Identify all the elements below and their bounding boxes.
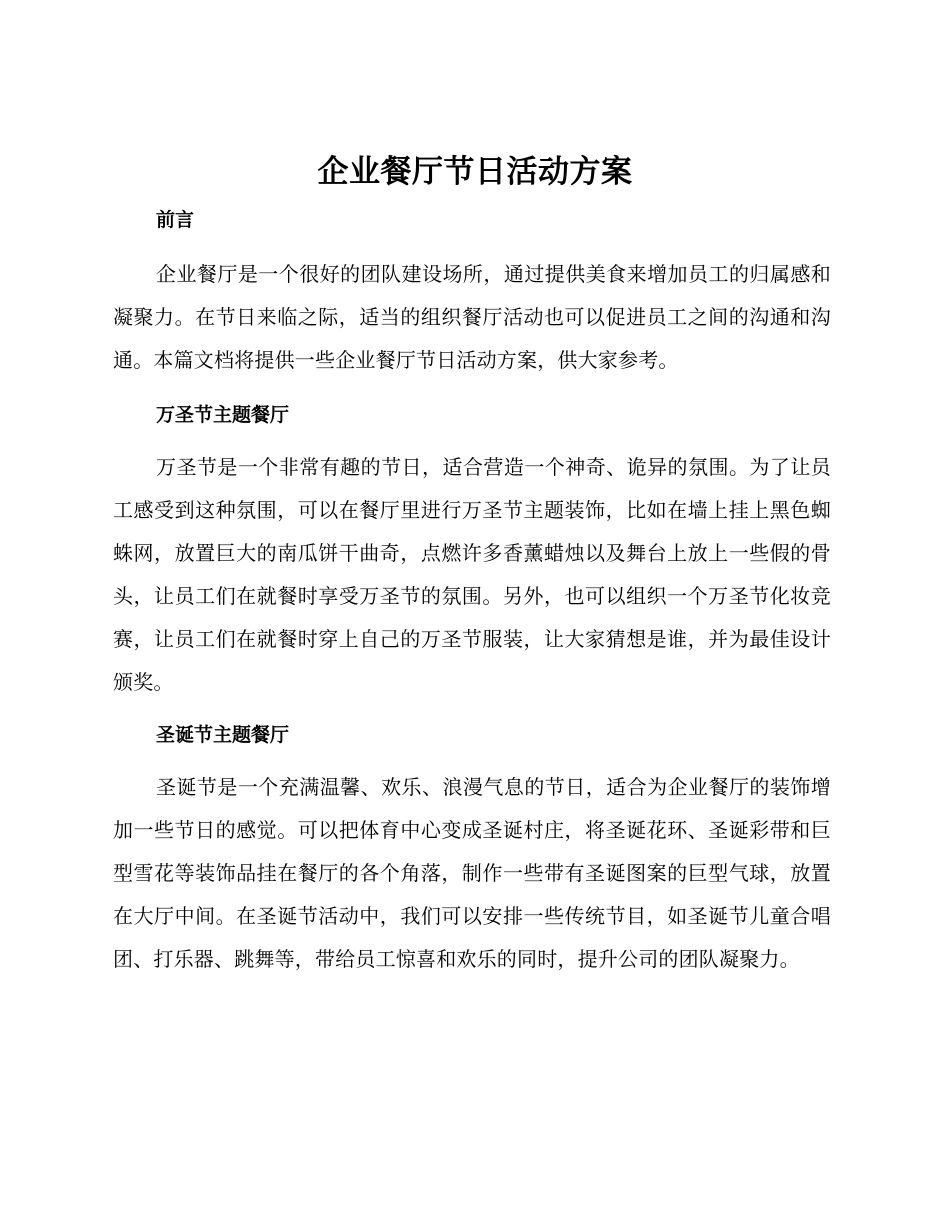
section-heading-intro: 前言	[156, 209, 195, 231]
section-body-intro: 企业餐厅是一个很好的团队建设场所，通过提供美食来增加员工的归属感和凝聚力。在节日来临之际，适当的组织餐厅活动也可以促进员工之间的沟通和沟通。本篇文档将提供一些企业餐厅节日活动方案，供大家参考。	[113, 262, 831, 372]
section-heading-halloween: 万圣节主题餐厅	[156, 404, 290, 426]
section-body-halloween: 万圣节是一个非常有趣的节日，适合营造一个神奇、诡异的氛围。为了让员工感受到这种氛围，可以在餐厅里进行万圣节主题装饰，比如在墙上挂上黑色蜘蛛网，放置巨大的南瓜饼干曲奇，点燃许多香薰蜡烛以及舞台上放上一些假的骨头，让员工们在就餐时享受万圣节的氛围。另外，也可以组织一个万圣节化妆竞赛，让员工们在就餐时穿上自己的万圣节服装，让大家猜想是谁，并为最佳设计颁奖。	[113, 455, 831, 694]
section-body-christmas: 圣诞节是一个充满温馨、欢乐、浪漫气息的节日，适合为企业餐厅的装饰增加一些节日的感觉。可以把体育中心变成圣诞村庄，将圣诞花环、圣诞彩带和巨型雪花等装饰品挂在餐厅的各个角落，制作一些带有圣诞图案的巨型气球，放置在大厅中间。在圣诞节活动中，我们可以安排一些传统节目，如圣诞节儿童合唱团、打乐器、跳舞等，带给员工惊喜和欢乐的同时，提升公司的团队凝聚力。	[113, 775, 831, 971]
document-title: 企业餐厅节日活动方案	[317, 154, 633, 190]
section-heading-christmas: 圣诞节主题餐厅	[156, 724, 290, 746]
